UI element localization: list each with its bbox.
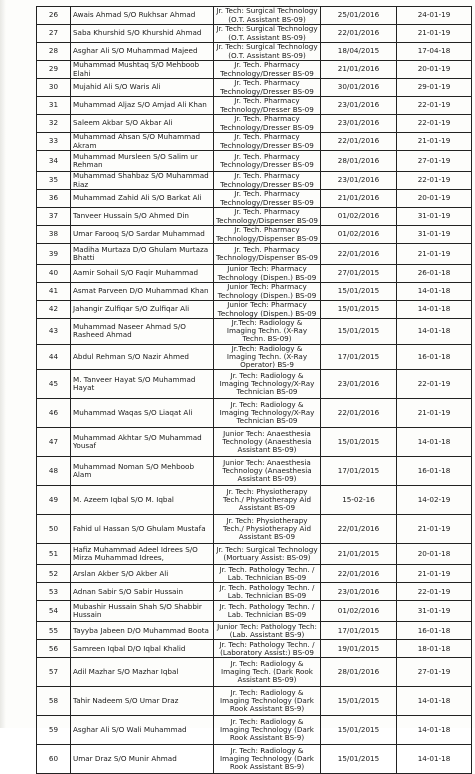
name-cell: Mujahid Ali S/O Waris Ali [71,79,214,97]
expiry-date-cell: 18-01-18 [397,640,472,658]
serial-number-cell: 46 [37,399,71,428]
expiry-date-cell: 31-01-19 [397,601,472,622]
joining-date-cell: 15-02-16 [321,486,397,515]
serial-number-cell: 42 [37,301,71,319]
expiry-date-cell: 14-01-18 [397,319,472,345]
serial-number-cell: 39 [37,244,71,265]
post-cell: Jr. Tech: Physiotherapy Tech./ Physiotherapy Aid Assistant BS-09 [214,515,321,544]
joining-date-cell: 17/01/2015 [321,344,397,370]
joining-date-cell: 15/01/2015 [321,716,397,745]
expiry-date-cell: 21-01-19 [397,515,472,544]
serial-number-cell: 30 [37,79,71,97]
name-cell: Muhammad Aljaz S/O Amjad Ali Khan [71,97,214,115]
expiry-date-cell: 27-01-19 [397,151,472,172]
expiry-date-cell: 31-01-19 [397,226,472,244]
joining-date-cell: 28/01/2016 [321,658,397,687]
name-cell: M. Azeem Iqbal S/O M. Iqbal [71,486,214,515]
post-cell: Jr. Tech: Radiology & Imaging Technology (Dark Rook Assistant BS-9) [214,687,321,716]
name-cell: Madiha Murtaza D/O Ghulam Murtaza Bhatti [71,244,214,265]
serial-number-cell: 31 [37,97,71,115]
expiry-date-cell: 21-01-19 [397,399,472,428]
post-cell: Jr. Tech: Radiology & Imaging Tech. (Dark Rook Assistant BS-09) [214,658,321,687]
joining-date-cell: 17/01/2015 [321,457,397,486]
joining-date-cell: 22/01/2016 [321,25,397,43]
joining-date-cell: 23/01/2016 [321,97,397,115]
post-cell: Junior Tech: Pharmacy Technology (Dispen.) BS-09 [214,283,321,301]
joining-date-cell: 21/01/2016 [321,61,397,79]
post-cell: Jr. Tech: Radiology & Imaging Technology/X-Ray Technician BS-09 [214,399,321,428]
serial-number-cell: 34 [37,151,71,172]
table-row [37,283,472,301]
table-row [37,601,472,622]
name-cell: Saba Khurshid S/O Khurshid Ahmad [71,25,214,43]
name-cell: Muhammad Mursleen S/O Salim ur Rehman [71,151,214,172]
name-cell: Fahid ul Hassan S/O Ghulam Mustafa [71,515,214,544]
table-row [37,344,472,370]
name-cell: Mubashir Hussain Shah S/O Shabbir Hussain [71,601,214,622]
name-cell: Umar Draz S/O Munir Ahmad [71,745,214,774]
table-row [37,687,472,716]
table-row [37,115,472,133]
post-cell: Jr. Tech: Surgical Technology (O.T. Assistant BS-09) [214,25,321,43]
post-cell: Jr.Tech: Radiology & Imaging Techn. (X-Ray Operator) BS-9 [214,344,321,370]
table-row [37,622,472,640]
table-row [37,640,472,658]
joining-date-cell: 30/01/2016 [321,79,397,97]
serial-number-cell: 53 [37,583,71,601]
name-cell: Awais Ahmad S/O Rukhsar Ahmad [71,7,214,25]
expiry-date-cell: 17-04-18 [397,43,472,61]
joining-date-cell: 27/01/2015 [321,265,397,283]
joining-date-cell: 15/01/2015 [321,687,397,716]
table-row [37,319,472,345]
name-cell: Muhammad Noman S/O Mehboob Alam [71,457,214,486]
table-row [37,486,472,515]
joining-date-cell: 25/01/2016 [321,7,397,25]
serial-number-cell: 28 [37,43,71,61]
name-cell: Arslan Akber S/O Akber Ali [71,565,214,583]
post-cell: Jr. Tech. Pathology Techn. / Lab. Technician BS-09 [214,583,321,601]
joining-date-cell: 22/01/2016 [321,244,397,265]
table-row [37,658,472,687]
expiry-date-cell: 20-01-19 [397,61,472,79]
table-row [37,25,472,43]
post-cell: Junior Tech: Pathology Tech: (Lab. Assistant BS-9) [214,622,321,640]
serial-number-cell: 40 [37,265,71,283]
table-row [37,244,472,265]
table-row [37,457,472,486]
serial-number-cell: 33 [37,133,71,151]
table-row [37,565,472,583]
table-row [37,43,472,61]
post-cell: Jr. Tech. Pharmacy Technology/Dresser BS-09 [214,172,321,190]
serial-number-cell: 56 [37,640,71,658]
post-cell: Jr. Tech. Pharmacy Technology/Dresser BS-09 [214,115,321,133]
post-cell: Jr. Tech: Radiology & Imaging Technology/X-Ray Technician BS-09 [214,370,321,399]
serial-number-cell: 59 [37,716,71,745]
table-row [37,745,472,774]
table-row [37,301,472,319]
table-row [37,151,472,172]
post-cell: Jr. Tech: Pathology Techn. / (Laboratory Assist:) BS-09 [214,640,321,658]
joining-date-cell: 01/02/2016 [321,601,397,622]
serial-number-cell: 27 [37,25,71,43]
post-cell: Jr. Tech. Pathology Techn. / Lab. Technician BS-09 [214,601,321,622]
table-row [37,370,472,399]
expiry-date-cell: 14-01-18 [397,716,472,745]
joining-date-cell: 15/01/2015 [321,283,397,301]
table-row [37,97,472,115]
table-row [37,208,472,226]
joining-date-cell: 15/01/2015 [321,301,397,319]
expiry-date-cell: 27-01-19 [397,658,472,687]
table-row [37,226,472,244]
joining-date-cell: 17/01/2015 [321,622,397,640]
expiry-date-cell: 14-02-19 [397,486,472,515]
serial-number-cell: 35 [37,172,71,190]
table-row [37,515,472,544]
name-cell: Muhammad Ahsan S/O Muhammad Akram [71,133,214,151]
expiry-date-cell: 24-01-19 [397,7,472,25]
name-cell: Hafiz Muhammad Adeel Idrees S/O Mirza Muhammad Idrees, [71,544,214,565]
joining-date-cell: 23/01/2016 [321,115,397,133]
post-cell: Jr. Tech: Radiology & Imaging Technology (Dark Rook Assistant BS-9) [214,745,321,774]
serial-number-cell: 43 [37,319,71,345]
table-row [37,172,472,190]
post-cell: Jr. Tech: Radiology & Imaging Technology (Dark Rook Assistant BS-9) [214,716,321,745]
name-cell: Samreen Iqbal D/O Iqbal Khalid [71,640,214,658]
expiry-date-cell: 14-01-18 [397,687,472,716]
name-cell: Aamir Sohail S/O Faqir Muhammad [71,265,214,283]
expiry-date-cell: 22-01-19 [397,115,472,133]
name-cell: Asghar Ali S/O Wali Muhammad [71,716,214,745]
table-row [37,583,472,601]
table-row [37,190,472,208]
expiry-date-cell: 21-01-19 [397,565,472,583]
post-cell: Junior Tech: Anaesthesia Technology (Anaesthesia Assistant BS-09) [214,457,321,486]
serial-number-cell: 48 [37,457,71,486]
serial-number-cell: 47 [37,428,71,457]
serial-number-cell: 29 [37,61,71,79]
name-cell: Muhammad Waqas S/O Liaqat Ali [71,399,214,428]
expiry-date-cell: 20-01-19 [397,190,472,208]
name-cell: Muhammad Mushtaq S/O Mehboob Elahi [71,61,214,79]
name-cell: Muhammad Shahbaz S/O Muhammad Riaz [71,172,214,190]
name-cell: Asmat Parveen D/O Muhammad Khan [71,283,214,301]
expiry-date-cell: 20-01-18 [397,544,472,565]
joining-date-cell: 15/01/2015 [321,745,397,774]
post-cell: Jr. Tech. Pharmacy Technology/Dispenser BS-09 [214,244,321,265]
post-cell: Jr. Tech. Pathology Techn. / Lab. Technician BS-09 [214,565,321,583]
table-row [37,7,472,25]
table-row [37,716,472,745]
serial-number-cell: 52 [37,565,71,583]
serial-number-cell: 44 [37,344,71,370]
staff-roster-table [36,6,472,774]
joining-date-cell: 23/01/2016 [321,370,397,399]
expiry-date-cell: 21-01-19 [397,25,472,43]
post-cell: Junior Tech: Anaesthesia Technology (Anaesthesia Assistant BS-09) [214,428,321,457]
post-cell: Jr. Tech. Pharmacy Technology/Dresser BS-09 [214,151,321,172]
joining-date-cell: 22/01/2016 [321,133,397,151]
serial-number-cell: 54 [37,601,71,622]
post-cell: Junior Tech: Pharmacy Technology (Dispen.) BS-09 [214,265,321,283]
serial-number-cell: 55 [37,622,71,640]
expiry-date-cell: 16-01-18 [397,622,472,640]
serial-number-cell: 49 [37,486,71,515]
expiry-date-cell: 22-01-19 [397,97,472,115]
expiry-date-cell: 22-01-19 [397,583,472,601]
joining-date-cell: 23/01/2016 [321,583,397,601]
post-cell: Junior Tech: Pharmacy Technology (Dispen.) BS-09 [214,301,321,319]
joining-date-cell: 21/01/2016 [321,190,397,208]
post-cell: Jr. Tech. Pharmacy Technology/Dresser BS-09 [214,190,321,208]
name-cell: Tanveer Hussain S/O Ahmed Din [71,208,214,226]
expiry-date-cell: 21-01-19 [397,244,472,265]
table-row [37,399,472,428]
joining-date-cell: 15/01/2015 [321,319,397,345]
name-cell: Muhammad Zahid Ali S/O Barkat Ali [71,190,214,208]
joining-date-cell: 19/01/2015 [321,640,397,658]
joining-date-cell: 22/01/2016 [321,399,397,428]
table-row [37,133,472,151]
expiry-date-cell: 14-01-18 [397,283,472,301]
serial-number-cell: 37 [37,208,71,226]
page-edge [0,0,6,728]
expiry-date-cell: 21-01-19 [397,133,472,151]
expiry-date-cell: 29-01-19 [397,79,472,97]
serial-number-cell: 32 [37,115,71,133]
post-cell: Jr. Tech: Surgical Technology (Mortuary Assist: BS-09) [214,544,321,565]
table-row [37,544,472,565]
serial-number-cell: 26 [37,7,71,25]
joining-date-cell: 23/01/2016 [321,172,397,190]
expiry-date-cell: 16-01-18 [397,344,472,370]
roster-body [37,7,472,774]
post-cell: Jr.Tech: Radiology & Imaging Techn. (X-Ray Techn. BS-09) [214,319,321,345]
post-cell: Jr. Tech. Pharmacy Technology/Dresser BS-09 [214,61,321,79]
name-cell: Abdul Rehman S/O Nazir Ahmed [71,344,214,370]
expiry-date-cell: 26-01-18 [397,265,472,283]
table-row [37,79,472,97]
name-cell: Muhammad Naseer Ahmad S/O Rasheed Ahmad [71,319,214,345]
table-row [37,265,472,283]
serial-number-cell: 41 [37,283,71,301]
post-cell: Jr. Tech. Pharmacy Technology/Dispenser BS-09 [214,226,321,244]
joining-date-cell: 15/01/2015 [321,428,397,457]
expiry-date-cell: 14-01-18 [397,301,472,319]
name-cell: Adil Mazhar S/O Mazhar Iqbal [71,658,214,687]
post-cell: Jr. Tech. Pharmacy Technology/Dresser BS-09 [214,79,321,97]
expiry-date-cell: 22-01-19 [397,172,472,190]
expiry-date-cell: 22-01-19 [397,370,472,399]
name-cell: Tayyba Jabeen D/O Muhammad Boota [71,622,214,640]
table-row [37,61,472,79]
serial-number-cell: 45 [37,370,71,399]
joining-date-cell: 01/02/2016 [321,208,397,226]
post-cell: Jr. Tech. Pharmacy Technology/Dresser BS-09 [214,97,321,115]
joining-date-cell: 22/01/2016 [321,565,397,583]
post-cell: Jr. Tech. Pharmacy Technology/Dresser BS-09 [214,133,321,151]
post-cell: Jr. Tech: Surgical Technology (O.T. Assistant BS-09) [214,7,321,25]
joining-date-cell: 28/01/2016 [321,151,397,172]
expiry-date-cell: 14-01-18 [397,428,472,457]
serial-number-cell: 36 [37,190,71,208]
expiry-date-cell: 14-01-18 [397,745,472,774]
name-cell: Tahir Nadeem S/O Umar Draz [71,687,214,716]
name-cell: M. Tanveer Hayat S/O Muhammad Hayat [71,370,214,399]
serial-number-cell: 57 [37,658,71,687]
name-cell: Jahangir Zulfiqar S/O Zulfiqar Ali [71,301,214,319]
name-cell: Muhammad Akhtar S/O Muhammad Yousaf [71,428,214,457]
expiry-date-cell: 31-01-19 [397,208,472,226]
joining-date-cell: 21/01/2015 [321,544,397,565]
serial-number-cell: 38 [37,226,71,244]
name-cell: Adnan Sabir S/O Sabir Hussain [71,583,214,601]
name-cell: Asghar Ali S/O Muhammad Majeed [71,43,214,61]
joining-date-cell: 22/01/2016 [321,515,397,544]
post-cell: Jr. Tech: Surgical Technology (O.T. Assistant BS-09) [214,43,321,61]
serial-number-cell: 58 [37,687,71,716]
joining-date-cell: 18/04/2015 [321,43,397,61]
name-cell: Saleem Akbar S/O Akbar Ali [71,115,214,133]
serial-number-cell: 60 [37,745,71,774]
post-cell: Jr. Tech. Pharmacy Technology/Dispenser BS-09 [214,208,321,226]
serial-number-cell: 50 [37,515,71,544]
expiry-date-cell: 16-01-18 [397,457,472,486]
joining-date-cell: 01/02/2016 [321,226,397,244]
serial-number-cell: 51 [37,544,71,565]
post-cell: Jr. Tech: Physiotherapy Tech./ Physiotherapy Aid Assistant BS-09 [214,486,321,515]
name-cell: Umar Farooq S/O Sardar Muhammad [71,226,214,244]
table-row [37,428,472,457]
